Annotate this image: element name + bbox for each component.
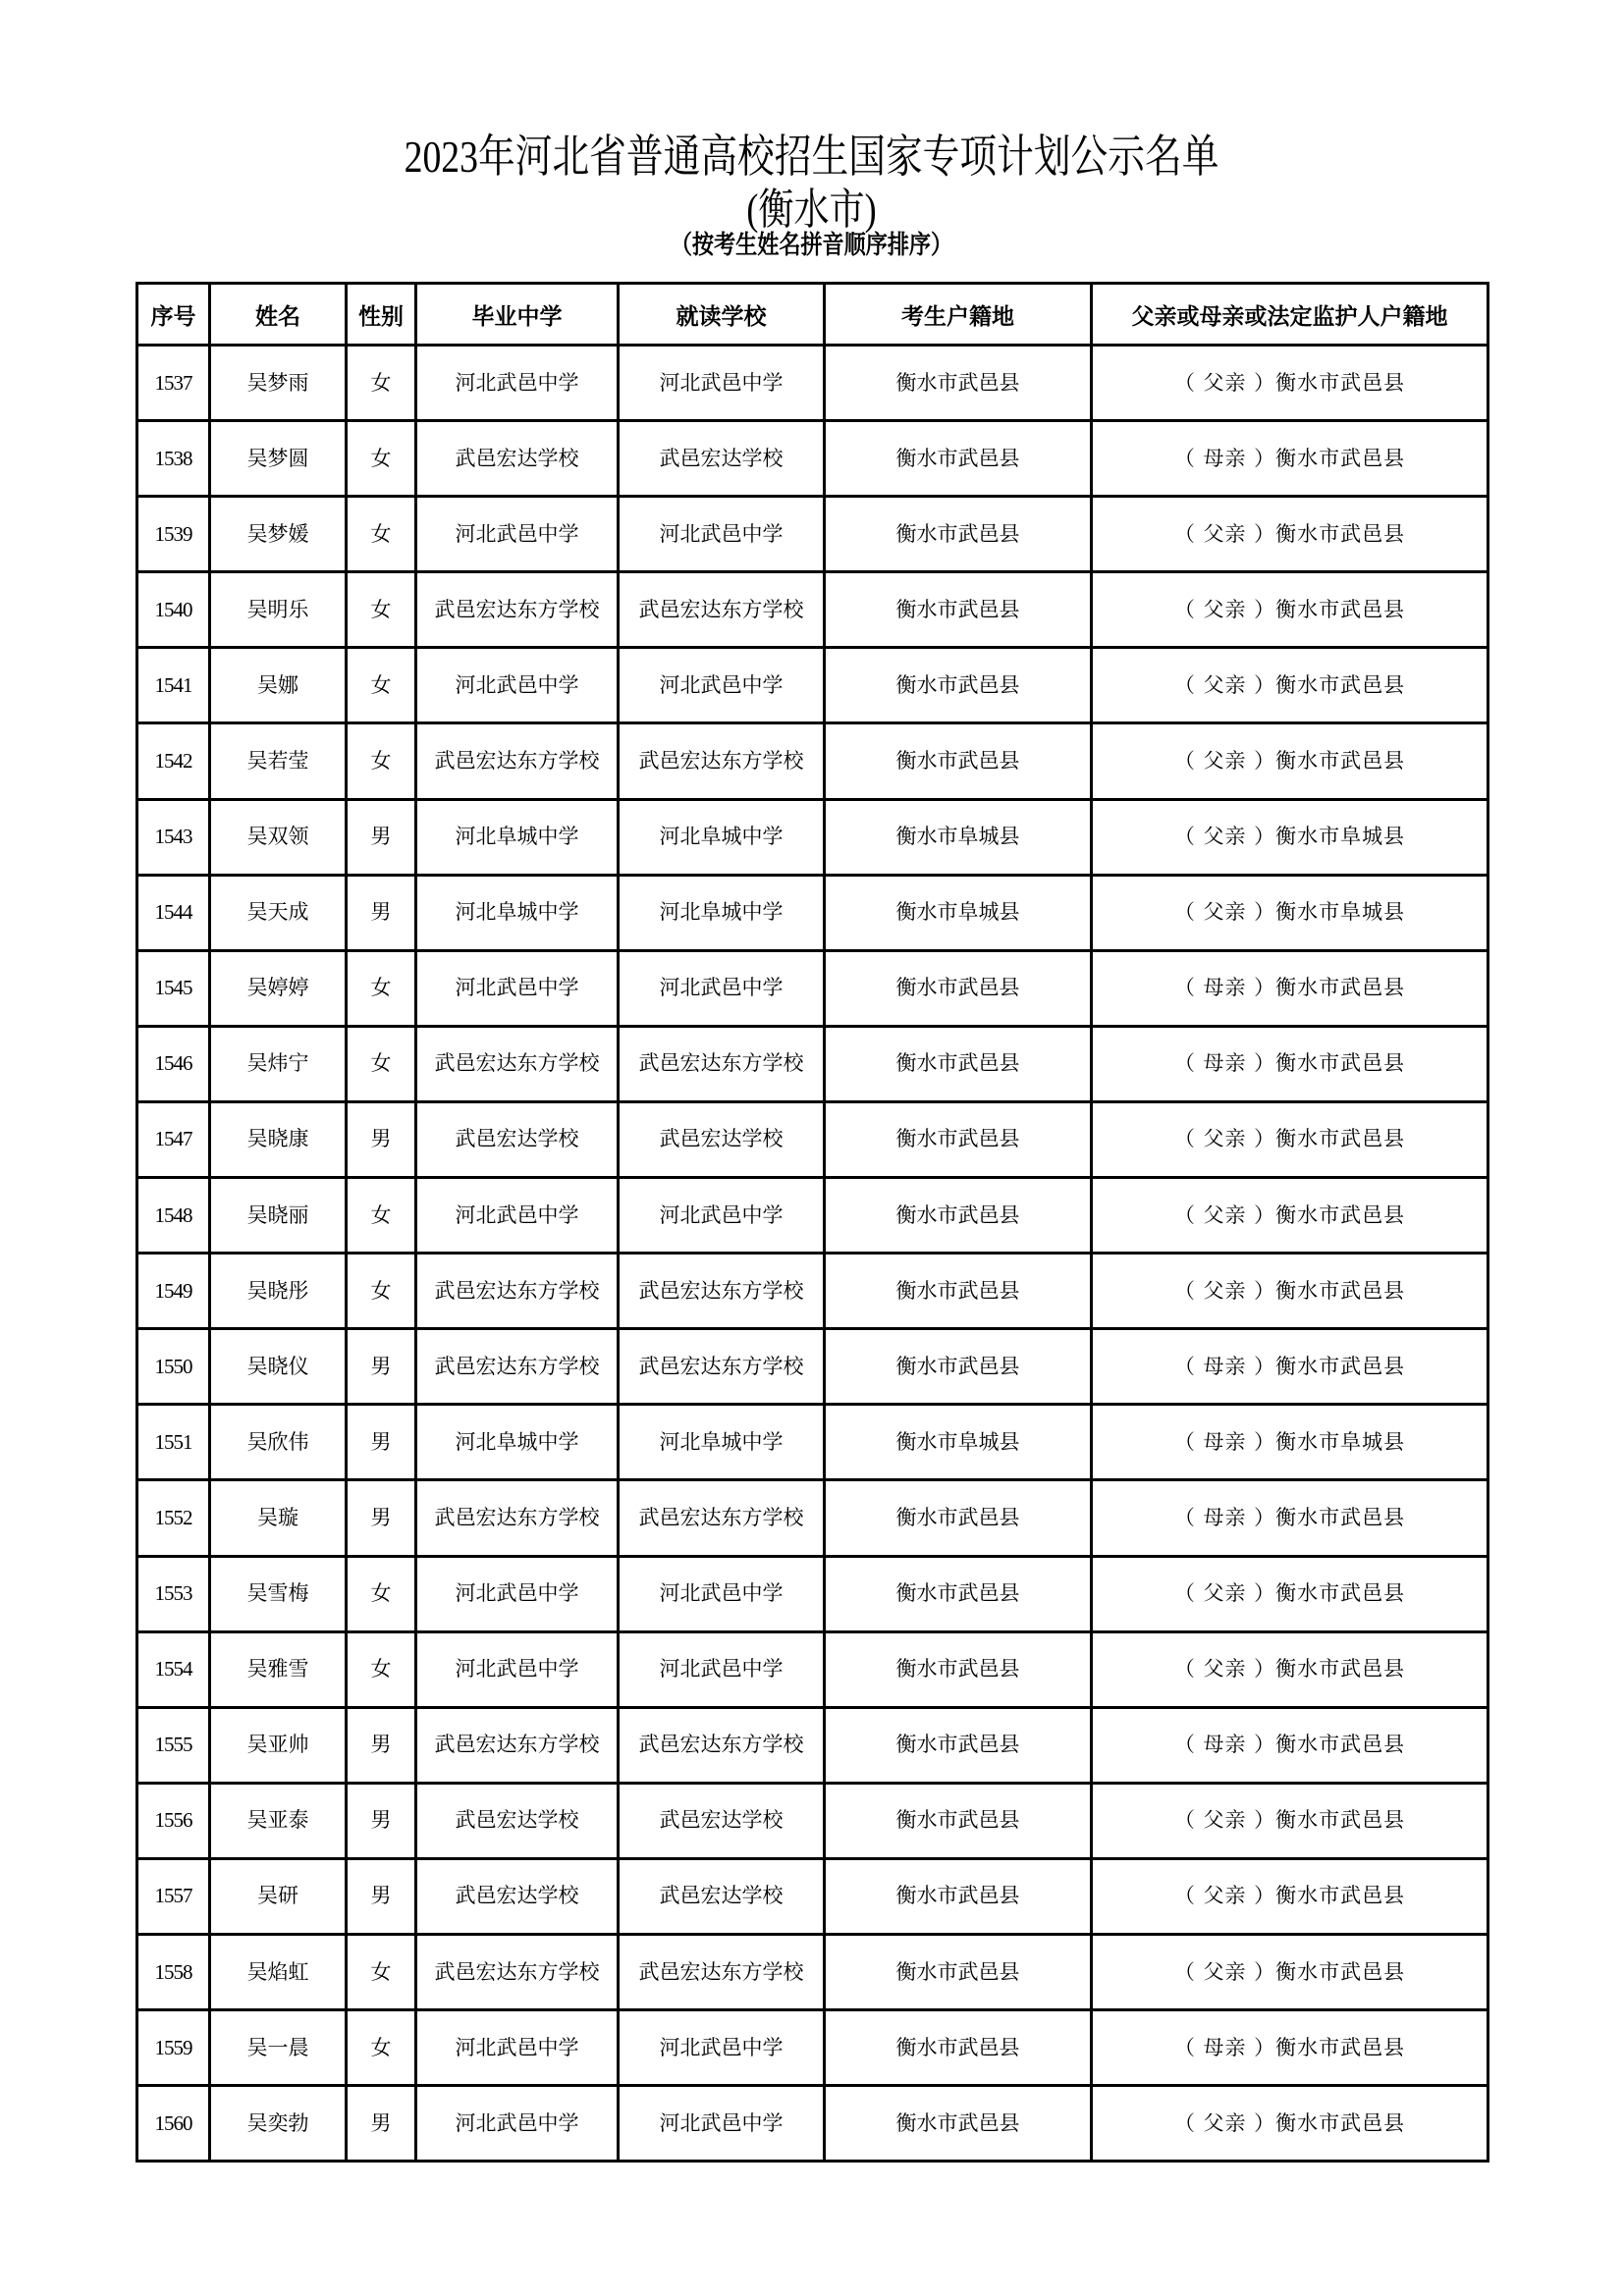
school-name: 河北武邑中学 xyxy=(455,1202,579,1227)
row-current-school xyxy=(619,1026,825,1101)
school-name: 武邑宏达学校 xyxy=(659,1808,784,1833)
school-name: 武邑宏达东方学校 xyxy=(638,1505,804,1529)
row-guardian-registration: （ 父亲 ）衡水市武邑县 xyxy=(1092,2086,1488,2162)
row-graduated-school xyxy=(416,648,619,723)
row-index: 1556 xyxy=(137,1783,210,1858)
row-graduated-school xyxy=(416,1858,619,1934)
row-guardian-registration: （ 父亲 ）衡水市武邑县 xyxy=(1092,648,1488,723)
row-graduated-school xyxy=(416,572,619,648)
row-guardian-registration: （ 父亲 ）衡水市武邑县 xyxy=(1092,1783,1488,1858)
row-gender: 女 xyxy=(347,1631,416,1707)
school-name: 武邑宏达东方学校 xyxy=(434,1354,600,1378)
row-guardian-registration: （ 父亲 ）衡水市武邑县 xyxy=(1092,1556,1488,1631)
row-name: 吴欣伟 xyxy=(210,1405,347,1480)
row-guardian-registration: （ 父亲 ）衡水市武邑县 xyxy=(1092,346,1488,421)
row-index: 1542 xyxy=(137,723,210,799)
row-name: 吴若莹 xyxy=(210,723,347,799)
row-gender: 女 xyxy=(347,1178,416,1254)
row-graduated-school xyxy=(416,2010,619,2086)
row-name: 吴奕勃 xyxy=(210,2086,347,2162)
row-guardian-registration: （ 父亲 ）衡水市武邑县 xyxy=(1092,497,1488,572)
school-name: 武邑宏达东方学校 xyxy=(638,1051,804,1076)
table-row xyxy=(137,1480,1488,1556)
row-guardian-registration: （ 父亲 ）衡水市武邑县 xyxy=(1092,1254,1488,1329)
table-body xyxy=(137,346,1488,2162)
row-index: 1547 xyxy=(137,1101,210,1177)
row-index: 1558 xyxy=(137,1934,210,2009)
table-row xyxy=(137,950,1488,1026)
table-row xyxy=(137,1178,1488,1254)
row-household-registration: 衡水市武邑县 xyxy=(825,648,1092,723)
row-household-registration: 衡水市武邑县 xyxy=(825,1254,1092,1329)
row-current-school xyxy=(619,1480,825,1556)
row-graduated-school xyxy=(416,1329,619,1405)
row-household-registration: 衡水市武邑县 xyxy=(825,1783,1092,1858)
table-row xyxy=(137,1556,1488,1631)
row-index: 1541 xyxy=(137,648,210,723)
row-guardian-registration: （ 父亲 ）衡水市武邑县 xyxy=(1092,1178,1488,1254)
document-subtitle: (衡水市) xyxy=(746,186,877,234)
table-row xyxy=(137,1254,1488,1329)
row-name: 吴晓彤 xyxy=(210,1254,347,1329)
header-current-school: 就读学校 xyxy=(619,284,825,346)
row-household-registration: 衡水市武邑县 xyxy=(825,723,1092,799)
school-name: 河北武邑中学 xyxy=(455,976,579,1000)
row-graduated-school xyxy=(416,1631,619,1707)
row-name: 吴天成 xyxy=(210,875,347,950)
table-row xyxy=(137,799,1488,875)
row-guardian-registration: （ 母亲 ）衡水市武邑县 xyxy=(1092,1329,1488,1405)
school-name: 武邑宏达东方学校 xyxy=(638,597,804,621)
row-current-school xyxy=(619,1329,825,1405)
row-household-registration: 衡水市阜城县 xyxy=(825,799,1092,875)
row-current-school xyxy=(619,875,825,950)
row-index: 1549 xyxy=(137,1254,210,1329)
school-name: 河北武邑中学 xyxy=(455,370,579,395)
table-row xyxy=(137,723,1488,799)
row-index: 1538 xyxy=(137,421,210,497)
row-gender: 男 xyxy=(347,875,416,950)
row-gender: 男 xyxy=(347,1329,416,1405)
row-current-school xyxy=(619,723,825,799)
row-gender: 女 xyxy=(347,1934,416,2009)
header-gender: 性别 xyxy=(347,284,416,346)
table-row xyxy=(137,875,1488,950)
table-row xyxy=(137,2086,1488,2162)
table-row xyxy=(137,648,1488,723)
row-graduated-school xyxy=(416,875,619,950)
school-name: 河北武邑中学 xyxy=(659,672,784,697)
row-graduated-school xyxy=(416,1101,619,1177)
row-graduated-school xyxy=(416,950,619,1026)
row-household-registration: 衡水市武邑县 xyxy=(825,497,1092,572)
table-row xyxy=(137,1405,1488,1480)
row-graduated-school xyxy=(416,421,619,497)
row-gender: 女 xyxy=(347,648,416,723)
row-current-school xyxy=(619,1405,825,1480)
row-index: 1554 xyxy=(137,1631,210,1707)
row-guardian-registration: （ 母亲 ）衡水市武邑县 xyxy=(1092,950,1488,1026)
row-index: 1557 xyxy=(137,1858,210,1934)
row-household-registration: 衡水市武邑县 xyxy=(825,950,1092,1026)
admissions-list-table xyxy=(135,282,1489,2163)
row-current-school xyxy=(619,421,825,497)
row-gender: 女 xyxy=(347,1026,416,1101)
row-gender: 女 xyxy=(347,421,416,497)
row-index: 1546 xyxy=(137,1026,210,1101)
school-name: 河北武邑中学 xyxy=(659,1581,784,1606)
school-name: 武邑宏达学校 xyxy=(659,1127,784,1151)
table-row xyxy=(137,2010,1488,2086)
row-name: 吴焰虹 xyxy=(210,1934,347,2009)
row-guardian-registration: （ 母亲 ）衡水市武邑县 xyxy=(1092,2010,1488,2086)
row-graduated-school xyxy=(416,1254,619,1329)
row-name: 吴梦圆 xyxy=(210,421,347,497)
row-gender: 女 xyxy=(347,2010,416,2086)
row-household-registration: 衡水市武邑县 xyxy=(825,1556,1092,1631)
school-name: 武邑宏达学校 xyxy=(455,1808,579,1833)
row-graduated-school xyxy=(416,346,619,421)
row-guardian-registration: （ 父亲 ）衡水市阜城县 xyxy=(1092,799,1488,875)
school-name: 河北武邑中学 xyxy=(659,521,784,546)
row-graduated-school xyxy=(416,1783,619,1858)
row-household-registration: 衡水市武邑县 xyxy=(825,1101,1092,1177)
row-graduated-school xyxy=(416,2086,619,2162)
row-current-school xyxy=(619,648,825,723)
school-name: 武邑宏达东方学校 xyxy=(638,1278,804,1303)
school-name: 武邑宏达东方学校 xyxy=(434,597,600,621)
row-current-school xyxy=(619,1254,825,1329)
row-name: 吴娜 xyxy=(210,648,347,723)
row-household-registration: 衡水市武邑县 xyxy=(825,1934,1092,2009)
row-household-registration: 衡水市阜城县 xyxy=(825,1405,1092,1480)
row-gender: 男 xyxy=(347,1783,416,1858)
row-name: 吴梦媛 xyxy=(210,497,347,572)
row-gender: 男 xyxy=(347,1480,416,1556)
row-current-school xyxy=(619,1707,825,1783)
school-name: 武邑宏达学校 xyxy=(455,1127,579,1151)
row-gender: 女 xyxy=(347,572,416,648)
row-name: 吴亚帅 xyxy=(210,1707,347,1783)
row-guardian-registration: （ 父亲 ）衡水市武邑县 xyxy=(1092,1934,1488,2009)
row-guardian-registration: （ 父亲 ）衡水市武邑县 xyxy=(1092,1858,1488,1934)
table-row xyxy=(137,1329,1488,1405)
row-name: 吴璇 xyxy=(210,1480,347,1556)
row-gender: 女 xyxy=(347,1556,416,1631)
table-row xyxy=(137,1783,1488,1858)
school-name: 河北武邑中学 xyxy=(659,976,784,1000)
school-name: 河北武邑中学 xyxy=(659,370,784,395)
row-name: 吴婷婷 xyxy=(210,950,347,1026)
school-name: 河北武邑中学 xyxy=(455,2110,579,2135)
school-name: 河北武邑中学 xyxy=(659,1202,784,1227)
row-guardian-registration: （ 父亲 ）衡水市武邑县 xyxy=(1092,723,1488,799)
row-current-school xyxy=(619,497,825,572)
row-guardian-registration: （ 父亲 ）衡水市武邑县 xyxy=(1092,572,1488,648)
row-gender: 男 xyxy=(347,1101,416,1177)
row-current-school xyxy=(619,1178,825,1254)
row-guardian-registration: （ 母亲 ）衡水市阜城县 xyxy=(1092,1405,1488,1480)
row-index: 1540 xyxy=(137,572,210,648)
document-title: 2023年河北省普通高校招生国家专项计划公示名单 xyxy=(404,132,1219,182)
row-name: 吴明乐 xyxy=(210,572,347,648)
row-name: 吴亚泰 xyxy=(210,1783,347,1858)
row-gender: 女 xyxy=(347,723,416,799)
row-household-registration: 衡水市武邑县 xyxy=(825,1631,1092,1707)
row-graduated-school xyxy=(416,1405,619,1480)
row-name: 吴梦雨 xyxy=(210,346,347,421)
row-name: 吴晓康 xyxy=(210,1101,347,1177)
row-current-school xyxy=(619,2010,825,2086)
school-name: 河北阜城中学 xyxy=(455,900,579,925)
row-gender: 女 xyxy=(347,950,416,1026)
row-guardian-registration: （ 父亲 ）衡水市阜城县 xyxy=(1092,875,1488,950)
school-name: 武邑宏达东方学校 xyxy=(434,1733,600,1757)
row-household-registration: 衡水市武邑县 xyxy=(825,1707,1092,1783)
row-index: 1560 xyxy=(137,2086,210,2162)
row-current-school xyxy=(619,1101,825,1177)
row-current-school xyxy=(619,1631,825,1707)
row-graduated-school xyxy=(416,1178,619,1254)
row-household-registration: 衡水市武邑县 xyxy=(825,346,1092,421)
header-household-registration: 考生户籍地 xyxy=(825,284,1092,346)
row-index: 1544 xyxy=(137,875,210,950)
row-index: 1548 xyxy=(137,1178,210,1254)
row-graduated-school xyxy=(416,1707,619,1783)
row-household-registration: 衡水市武邑县 xyxy=(825,572,1092,648)
school-name: 河北武邑中学 xyxy=(455,2035,579,2059)
row-gender: 男 xyxy=(347,1707,416,1783)
row-current-school xyxy=(619,1556,825,1631)
table-row xyxy=(137,1858,1488,1934)
school-name: 武邑宏达东方学校 xyxy=(638,749,804,774)
table-row xyxy=(137,421,1488,497)
table-row xyxy=(137,346,1488,421)
row-graduated-school xyxy=(416,723,619,799)
row-household-registration: 衡水市武邑县 xyxy=(825,1858,1092,1934)
row-gender: 男 xyxy=(347,799,416,875)
school-name: 河北武邑中学 xyxy=(659,2110,784,2135)
row-current-school xyxy=(619,950,825,1026)
row-household-registration: 衡水市武邑县 xyxy=(825,1178,1092,1254)
school-name: 河北武邑中学 xyxy=(659,2035,784,2059)
row-current-school xyxy=(619,572,825,648)
table-row xyxy=(137,1101,1488,1177)
row-name: 吴雅雪 xyxy=(210,1631,347,1707)
school-name: 河北武邑中学 xyxy=(659,1657,784,1682)
header-name: 姓名 xyxy=(210,284,347,346)
school-name: 河北武邑中学 xyxy=(455,1581,579,1606)
school-name: 武邑宏达东方学校 xyxy=(434,1505,600,1529)
row-graduated-school xyxy=(416,1556,619,1631)
row-current-school xyxy=(619,2086,825,2162)
row-name: 吴晓丽 xyxy=(210,1178,347,1254)
row-household-registration: 衡水市武邑县 xyxy=(825,1480,1092,1556)
row-index: 1551 xyxy=(137,1405,210,1480)
sort-note: （按考生姓名拼音顺序排序） xyxy=(670,231,953,259)
row-graduated-school xyxy=(416,1026,619,1101)
header-index: 序号 xyxy=(137,284,210,346)
row-current-school xyxy=(619,799,825,875)
row-household-registration: 衡水市阜城县 xyxy=(825,875,1092,950)
row-name: 吴双领 xyxy=(210,799,347,875)
row-household-registration: 衡水市武邑县 xyxy=(825,421,1092,497)
table-row xyxy=(137,572,1488,648)
header-guardian-registration: 父亲或母亲或法定监护人户籍地 xyxy=(1092,284,1488,346)
row-name: 吴炜宁 xyxy=(210,1026,347,1101)
row-name: 吴一晨 xyxy=(210,2010,347,2086)
row-gender: 男 xyxy=(347,2086,416,2162)
school-name: 河北武邑中学 xyxy=(455,1657,579,1682)
row-graduated-school xyxy=(416,799,619,875)
row-guardian-registration: （ 母亲 ）衡水市武邑县 xyxy=(1092,421,1488,497)
school-name: 武邑宏达东方学校 xyxy=(434,1051,600,1076)
school-name: 武邑宏达东方学校 xyxy=(434,1278,600,1303)
school-name: 武邑宏达东方学校 xyxy=(638,1354,804,1378)
school-name: 河北武邑中学 xyxy=(455,672,579,697)
school-name: 武邑宏达学校 xyxy=(659,1884,784,1908)
row-gender: 男 xyxy=(347,1858,416,1934)
row-household-registration: 衡水市武邑县 xyxy=(825,2010,1092,2086)
row-guardian-registration: （ 母亲 ）衡水市武邑县 xyxy=(1092,1480,1488,1556)
table-row xyxy=(137,1934,1488,2009)
row-index: 1559 xyxy=(137,2010,210,2086)
row-guardian-registration: （ 母亲 ）衡水市武邑县 xyxy=(1092,1707,1488,1783)
row-household-registration: 衡水市武邑县 xyxy=(825,1026,1092,1101)
row-index: 1539 xyxy=(137,497,210,572)
row-name: 吴雪梅 xyxy=(210,1556,347,1631)
row-index: 1545 xyxy=(137,950,210,1026)
table-row xyxy=(137,1707,1488,1783)
school-name: 河北阜城中学 xyxy=(659,900,784,925)
row-gender: 女 xyxy=(347,1254,416,1329)
school-name: 河北阜城中学 xyxy=(455,825,579,849)
table-header-row xyxy=(137,284,1488,346)
row-name: 吴研 xyxy=(210,1858,347,1934)
row-guardian-registration: （ 父亲 ）衡水市武邑县 xyxy=(1092,1631,1488,1707)
row-guardian-registration: （ 父亲 ）衡水市武邑县 xyxy=(1092,1101,1488,1177)
school-name: 武邑宏达东方学校 xyxy=(434,1959,600,1984)
row-index: 1543 xyxy=(137,799,210,875)
row-gender: 女 xyxy=(347,497,416,572)
school-name: 河北武邑中学 xyxy=(455,521,579,546)
row-current-school xyxy=(619,346,825,421)
row-graduated-school xyxy=(416,1934,619,2009)
school-name: 河北阜城中学 xyxy=(659,825,784,849)
row-index: 1555 xyxy=(137,1707,210,1783)
row-graduated-school xyxy=(416,1480,619,1556)
table-row xyxy=(137,1026,1488,1101)
header-graduated-school: 毕业中学 xyxy=(416,284,619,346)
row-graduated-school xyxy=(416,497,619,572)
row-household-registration: 衡水市武邑县 xyxy=(825,1329,1092,1405)
table-row xyxy=(137,1631,1488,1707)
row-guardian-registration: （ 母亲 ）衡水市武邑县 xyxy=(1092,1026,1488,1101)
table-row xyxy=(137,497,1488,572)
school-name: 河北阜城中学 xyxy=(659,1429,784,1454)
row-gender: 男 xyxy=(347,1405,416,1480)
row-index: 1552 xyxy=(137,1480,210,1556)
row-index: 1550 xyxy=(137,1329,210,1405)
school-name: 武邑宏达东方学校 xyxy=(434,749,600,774)
row-gender: 女 xyxy=(347,346,416,421)
school-name: 武邑宏达东方学校 xyxy=(638,1733,804,1757)
row-index: 1553 xyxy=(137,1556,210,1631)
school-name: 武邑宏达东方学校 xyxy=(638,1959,804,1984)
school-name: 武邑宏达学校 xyxy=(455,446,579,470)
row-index: 1537 xyxy=(137,346,210,421)
row-name: 吴晓仪 xyxy=(210,1329,347,1405)
school-name: 武邑宏达学校 xyxy=(455,1884,579,1908)
row-current-school xyxy=(619,1858,825,1934)
school-name: 河北阜城中学 xyxy=(455,1429,579,1454)
school-name: 武邑宏达学校 xyxy=(659,446,784,470)
row-current-school xyxy=(619,1783,825,1858)
row-current-school xyxy=(619,1934,825,2009)
row-household-registration: 衡水市武邑县 xyxy=(825,2086,1092,2162)
